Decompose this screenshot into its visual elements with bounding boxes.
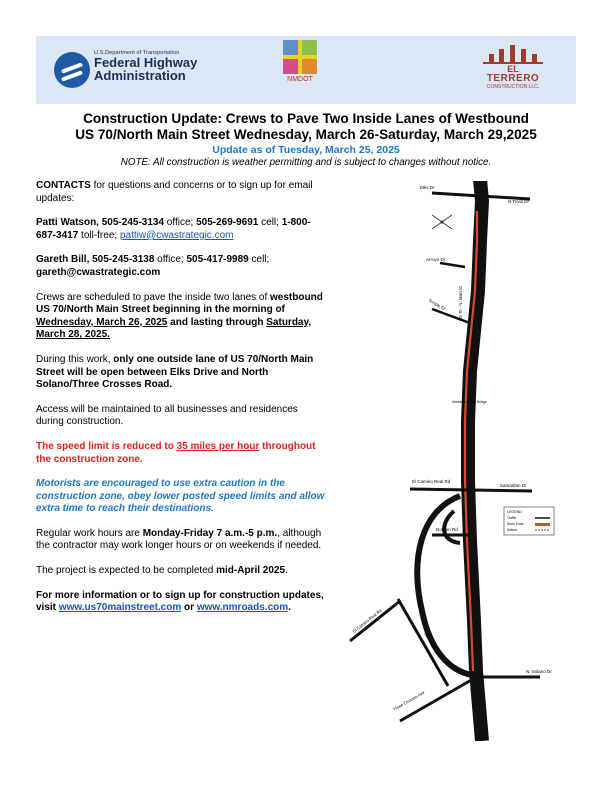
- label-temple-el: Temple El: [427, 297, 446, 312]
- access-paragraph: Access will be maintained to all businesses and residences during construction.: [36, 403, 298, 428]
- terrero-el: EL: [507, 64, 519, 74]
- completion-date: mid-April 2025: [216, 565, 286, 577]
- legend-title: LEGEND: [507, 510, 522, 514]
- fhwa-logo-icon: [54, 52, 90, 88]
- contact-gareth-office-label: office;: [154, 254, 187, 266]
- work-hours-paragraph: [36, 528, 328, 553]
- label-dorden-rd: Dorden Rd: [436, 527, 458, 532]
- label-us70: US 70 - N. Main St: [458, 286, 463, 321]
- legend-traffic: Traffic: [507, 516, 517, 520]
- contact-gareth-cell-label: cell;: [248, 254, 270, 266]
- label-el-camino-real-diag: El Camino Real Rd: [351, 607, 383, 634]
- para8-mid: or: [181, 602, 197, 614]
- nmdot-label: NMDOT: [287, 76, 313, 83]
- contact-gareth-email: gareth@cwastrategic.com: [36, 266, 161, 278]
- label-elks-dr: Elks Dr: [420, 185, 435, 190]
- legend-detour: Detour: [507, 528, 518, 532]
- label-bridge: Alameda Arroyo Bridge: [452, 400, 487, 404]
- para8-a: For more information or to sign up for construction updates, visit: [36, 589, 324, 614]
- para1-b: westbound US 70/North Main Street beginning in the morning of: [36, 291, 323, 316]
- speed-limit-paragraph: [36, 441, 328, 466]
- fhwa-name-line1: Federal Highway: [94, 55, 198, 70]
- contact-patti-email-link[interactable]: pattiw@cwastrategic.com: [119, 229, 234, 241]
- terrero-logo-block: [478, 44, 548, 96]
- page-title: [36, 111, 576, 143]
- update-date: Update as of Tuesday, March 25, 2025: [212, 144, 400, 156]
- contact-gareth: [36, 254, 328, 279]
- para1-end-date: Saturday, March 28, 2025.: [36, 316, 312, 341]
- para6-a: Regular work hours are: [36, 527, 143, 539]
- nmdot-logo-block: [280, 40, 320, 100]
- title-line-1: Construction Update: Crews to Pave Two Inside Lanes of Westbound: [83, 111, 529, 126]
- terrero-name: TERRERO: [486, 73, 540, 84]
- label-santa-ave: Santa Ave: [423, 631, 437, 650]
- contacts-intro: for questions and concerns or to sign up for email updates:: [36, 180, 313, 204]
- fhwa-name-line2: Administration: [94, 68, 186, 83]
- nmroads-website-link[interactable]: www.nmroads.com: [196, 602, 289, 614]
- fhwa-logo-block: [54, 50, 204, 92]
- label-n-triviz-dr: N Triviz Dr: [508, 199, 529, 204]
- legend-work-swatch: [535, 523, 550, 526]
- lane-closure-paragraph: [36, 354, 328, 392]
- speed-limit-value: 35 miles per hour: [176, 440, 260, 452]
- el-camino-real-rd-road: [410, 489, 532, 491]
- para4-c: throughout the construction zone.: [36, 440, 316, 465]
- contacts-paragraph: [36, 180, 328, 205]
- label-n-solano-dr: N. Solano Dr: [526, 669, 552, 674]
- para1-a: Crews are scheduled to pave the inside two lanes of: [36, 291, 271, 303]
- more-info-paragraph: [36, 590, 328, 615]
- para7-a: The project is expected to be completed: [36, 565, 217, 577]
- paving-schedule-paragraph: [36, 292, 328, 342]
- para1-start-date: Wednesday, March 26, 2025: [36, 316, 168, 328]
- fhwa-wordmark: [94, 50, 197, 82]
- para8-end: .: [288, 602, 291, 614]
- contact-patti: [36, 217, 328, 242]
- label-arroyo-dr: Arroyo Dr: [426, 257, 446, 262]
- terrero-building-icon: [483, 44, 543, 64]
- label-el-camino-real-rd: El Camino Real Rd: [412, 479, 451, 484]
- contact-patti-cell-label: cell;: [258, 217, 282, 229]
- para1-d: and lasting through: [167, 316, 267, 328]
- title-line-2: US 70/North Main Street Wednesday, March 26-Saturday, March 29,2025: [75, 127, 537, 142]
- us70-website-link[interactable]: www.us70mainstreet.com: [58, 602, 182, 614]
- para7-c: .: [285, 565, 288, 577]
- work-hours-value: Monday-Friday 7 a.m.-5 p.m.: [142, 527, 278, 539]
- contacts-heading: CONTACTS: [36, 180, 91, 191]
- label-samaritan-dr: Samaritan Dr: [500, 483, 527, 488]
- legend-work-zone: Work Zone: [507, 522, 524, 526]
- map-svg: [340, 181, 576, 741]
- contact-patti-office-label: office;: [164, 217, 197, 229]
- caution-paragraph: Motorists are encouraged to use extra caution in the construction zone, obey lower posted speed limits and allow extra time to reach their destinations.: [36, 478, 325, 515]
- contact-patti-cell: 505-269-9691: [196, 217, 259, 229]
- completion-paragraph: [36, 565, 328, 578]
- para4-a: The speed limit is reduced to: [36, 440, 177, 452]
- body-text-column: [36, 180, 328, 627]
- contact-patti-phone: Patti Watson, 505-245-3134: [36, 217, 165, 229]
- terrero-sub: CONSTRUCTION LLC.: [486, 84, 540, 90]
- contact-patti-tollfree-label: toll-free;: [78, 229, 120, 241]
- contact-patti-tollfree: 1-800-687-3417: [36, 217, 311, 241]
- contact-gareth-phone: Gareth Bill, 505-245-3138: [36, 254, 155, 266]
- nmdot-logo-icon: [283, 40, 317, 74]
- para2-b: only one outside lane of US 70/North Main Street will be open between Elks Drive and North Solano/Three Crosses Road.: [36, 353, 314, 391]
- weather-note: NOTE: All construction is weather permitting and is subject to changes without notice.: [120, 157, 492, 168]
- map-legend: [504, 507, 554, 535]
- fhwa-dept: U.S.Department of Transportation: [94, 50, 180, 56]
- contact-gareth-cell: 505-417-9989: [186, 254, 249, 266]
- para2-a: During this work,: [36, 353, 114, 365]
- construction-map: [340, 181, 576, 741]
- para6-c: , although the contractor may work longer hours or on weekends if needed.: [36, 527, 322, 552]
- label-three-crosses-ave: Three Crosses Ave: [392, 689, 426, 712]
